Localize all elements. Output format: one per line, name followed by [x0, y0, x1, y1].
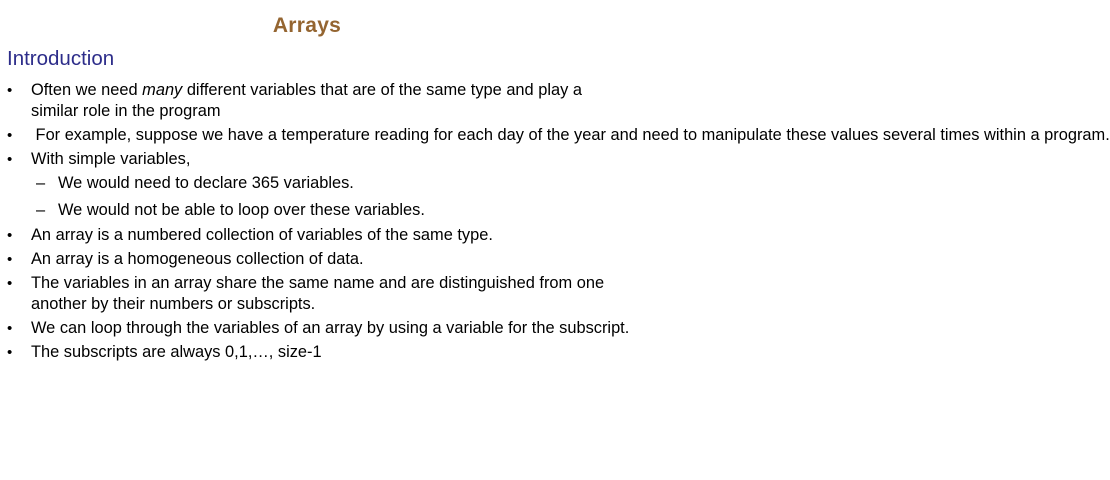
bullet-marker: • [7, 320, 13, 337]
bullet-text-pre: Often we need [31, 81, 143, 99]
bullet-item-8 [0, 342, 640, 363]
sub-bullet-item-1 [0, 173, 640, 194]
bullet-item-6 [0, 273, 640, 315]
bullet-text-post: different variables that are of the same type and play a similar role in the program [31, 81, 582, 120]
bullet-item-3 [0, 149, 640, 170]
bullet-text: An array is a homogeneous collection of data. [31, 250, 364, 268]
sub-bullet-marker: – [36, 201, 46, 219]
bullet-marker: • [7, 127, 13, 144]
bullet-text: The variables in an array share the same name and are distinguished from one another by their numbers or subscripts. [31, 274, 605, 313]
bullet-marker: • [7, 82, 13, 99]
bullet-item-7 [0, 318, 640, 339]
bullet-text: The subscripts are always 0,1,…, size-1 [31, 343, 322, 361]
bullet-marker: • [7, 227, 13, 244]
bullet-item-4 [0, 225, 640, 246]
bullet-marker: • [7, 275, 13, 292]
bullet-emphasis: many [142, 81, 183, 99]
slide-title: Arrays [272, 14, 342, 37]
sub-bullet-text: We would not be able to loop over these variables. [58, 201, 425, 219]
bullet-item-5 [0, 249, 640, 270]
bullet-list [0, 80, 1110, 366]
bullet-marker: • [7, 151, 13, 168]
bullet-item-2 [0, 125, 1110, 146]
bullet-item-1 [0, 80, 640, 122]
bullet-marker: • [7, 251, 13, 268]
bullet-text: For example, suppose we have a temperature reading for each day of the year and need to manipulate these values several times within a program. [31, 126, 1110, 144]
sub-bullet-item-2 [0, 200, 640, 221]
section-heading: Introduction [7, 47, 115, 70]
bullet-text: An array is a numbered collection of variables of the same type. [31, 226, 493, 244]
sub-bullet-marker: – [36, 174, 46, 192]
bullet-text: With simple variables, [31, 150, 191, 168]
bullet-text: We can loop through the variables of an array by using a variable for the subscript. [31, 319, 630, 337]
sub-bullet-text: We would need to declare 365 variables. [58, 174, 354, 192]
bullet-marker: • [7, 344, 13, 361]
